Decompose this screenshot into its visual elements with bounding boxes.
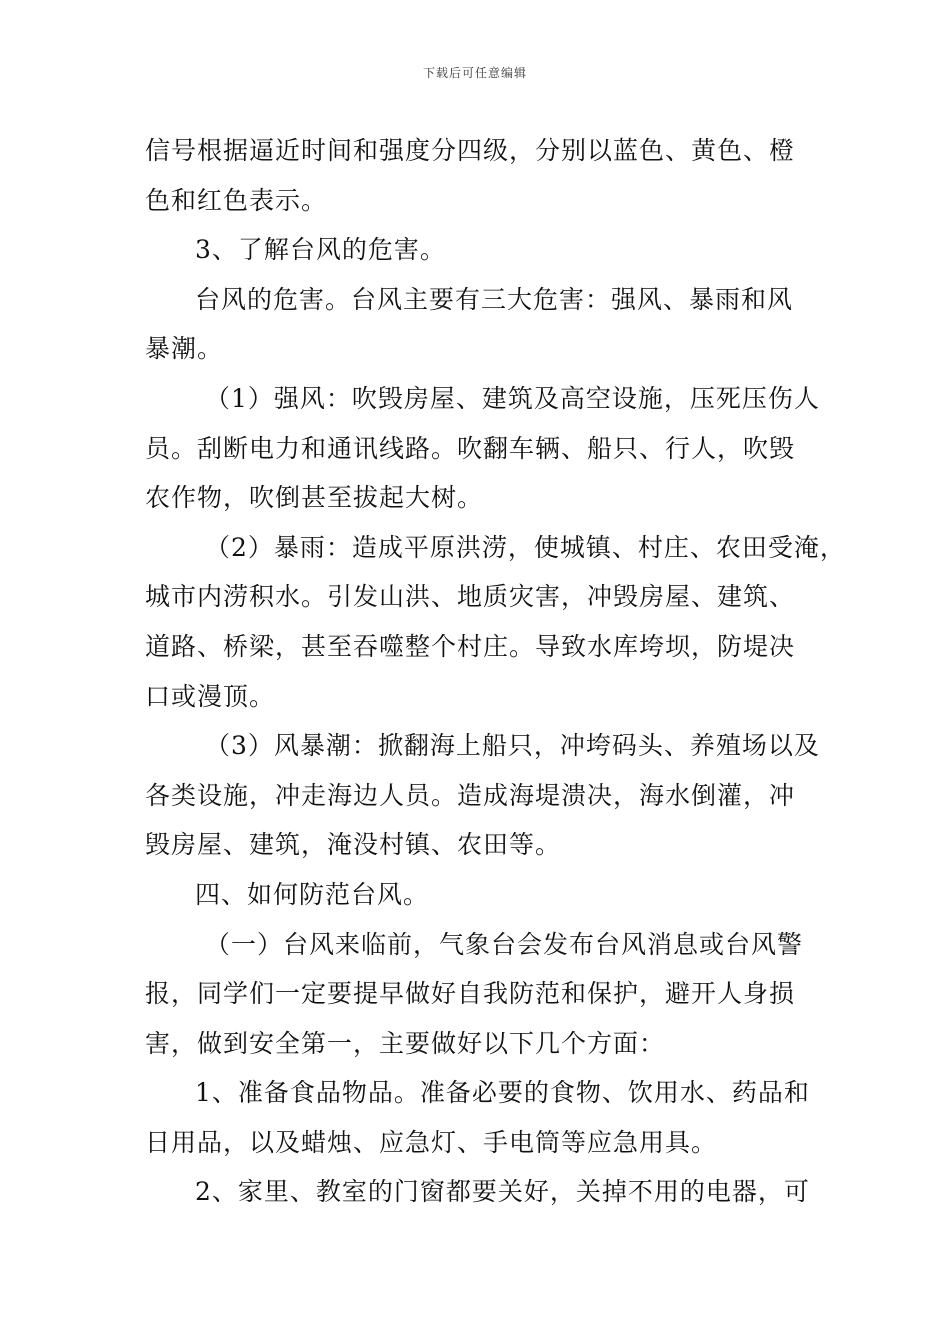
list-item: （2）暴雨：造成平原洪涝，使城镇、村庄、农田受淹， (205, 532, 846, 562)
section-heading: 四、如何防范台风。 (195, 879, 430, 909)
text-line: 报，同学们一定要提早做好自我防范和保护，避开人身损 (145, 979, 796, 1009)
text-line: 信号根据逼近时间和强度分四级，分别以蓝色、黄色、橙 (145, 136, 796, 165)
text-line: 毁房屋、建筑，淹没村镇、农田等。 (145, 830, 562, 860)
text-line: 害，做到安全第一，主要做好以下几个方面： (145, 1028, 666, 1058)
text-line: 各类设施，冲走海边人员。造成海堤溃决，海水倒灌，冲 (145, 780, 796, 810)
text-line: 城市内涝积水。引发山洪、地质灾害，冲毁房屋、建筑、 (145, 582, 796, 612)
list-item: 1、准备食品物品。准备必要的食物、饮用水、药品和 (195, 1078, 810, 1108)
list-item: （一）台风来临前，气象台会发布台风消息或台风警 (205, 929, 804, 959)
list-item: （3）风暴潮：掀翻海上船只，冲垮码头、养殖场以及 (205, 731, 820, 761)
list-item: 2、家里、教室的门窗都要关好，关掉不用的电器，可 (195, 1177, 810, 1207)
text-line: 农作物，吹倒甚至拔起大树。 (145, 483, 484, 513)
text-line: 色和红色表示。 (145, 185, 328, 215)
list-item: （1）强风：吹毁房屋、建筑及高空设施，压死压伤人 (205, 383, 820, 413)
text-line: 员。刮断电力和通讯线路。吹翻车辆、船只、行人，吹毁 (145, 433, 796, 463)
text-line: 台风的危害。台风主要有三大危害：强风、暴雨和风 (195, 284, 794, 314)
text-line: 暴潮。 (145, 334, 224, 364)
text-line: 道路、桥梁，甚至吞噬整个村庄。导致水库垮坝，防堤决 (145, 631, 796, 661)
document-body (145, 126, 846, 1217)
text-line: 日用品，以及蜡烛、应急灯、手电筒等应急用具。 (145, 1127, 718, 1157)
text-line: 口或漫顶。 (145, 681, 276, 711)
section-heading: 3、了解台风的危害。 (195, 235, 446, 265)
page-header: 下载后可任意编辑 (422, 66, 527, 80)
